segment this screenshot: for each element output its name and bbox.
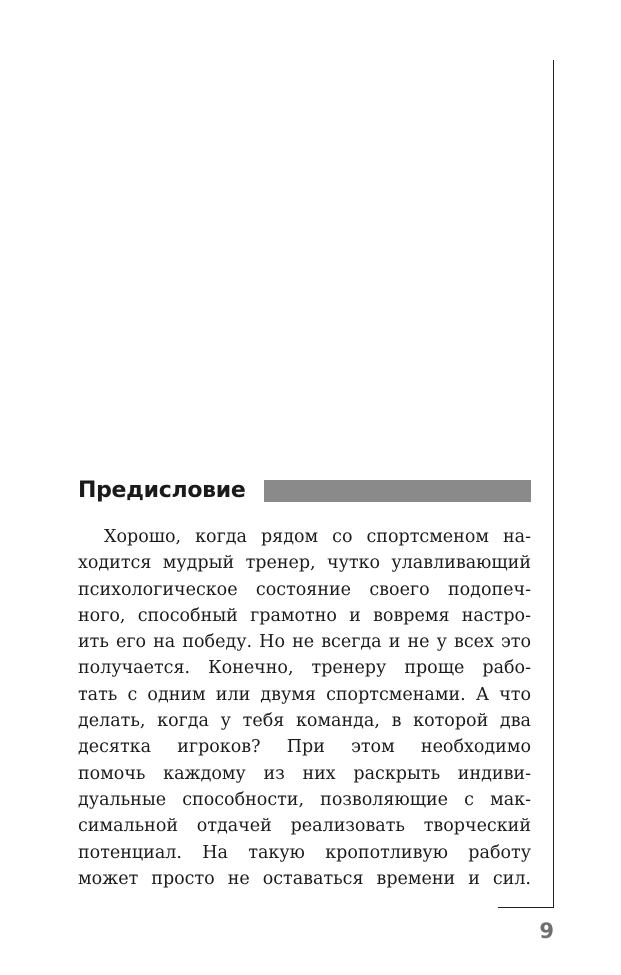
paragraph-line: получается. Конечно, тренеру проще рабо- bbox=[78, 658, 531, 679]
paragraph-line: делать, когда у тебя команда, в которой два bbox=[78, 711, 531, 732]
paragraph bbox=[78, 524, 531, 892]
paragraph-line: симальной отдачей реализовать творческий bbox=[78, 816, 531, 837]
footer-rule bbox=[498, 907, 554, 908]
paragraph-line: потенциал. На такую кропотливую работу bbox=[78, 842, 531, 863]
paragraph-line: Хорошо, когда рядом со спортсменом на- bbox=[104, 527, 531, 547]
page-number: 9 bbox=[539, 919, 554, 943]
paragraph-line: может просто не оставаться времени и сил. bbox=[78, 868, 531, 889]
paragraph-line: тать с одним или двумя спортсменами. А что bbox=[78, 684, 531, 705]
paragraph-line: ного, способный грамотно и вовремя настро- bbox=[78, 605, 531, 626]
paragraph-line: помочь каждому из них раскрыть индиви- bbox=[78, 763, 531, 784]
paragraph-line: ить его на победу. Но не всегда и не у всех это bbox=[78, 632, 531, 653]
paragraph-line: ходится мудрый тренер, чутко улавливающий bbox=[78, 553, 531, 574]
section-title: Предисловие bbox=[78, 478, 246, 503]
paragraph-line: психологическое состояние своего подопеч- bbox=[78, 579, 531, 600]
paragraph-line: десятка игроков? При этом необходимо bbox=[78, 737, 531, 758]
section-heading-row bbox=[78, 474, 531, 508]
paragraph-line: дуальные способности, позволяющие с мак- bbox=[78, 789, 531, 810]
right-margin-rule bbox=[553, 60, 554, 907]
heading-decorative-bar bbox=[264, 480, 531, 502]
